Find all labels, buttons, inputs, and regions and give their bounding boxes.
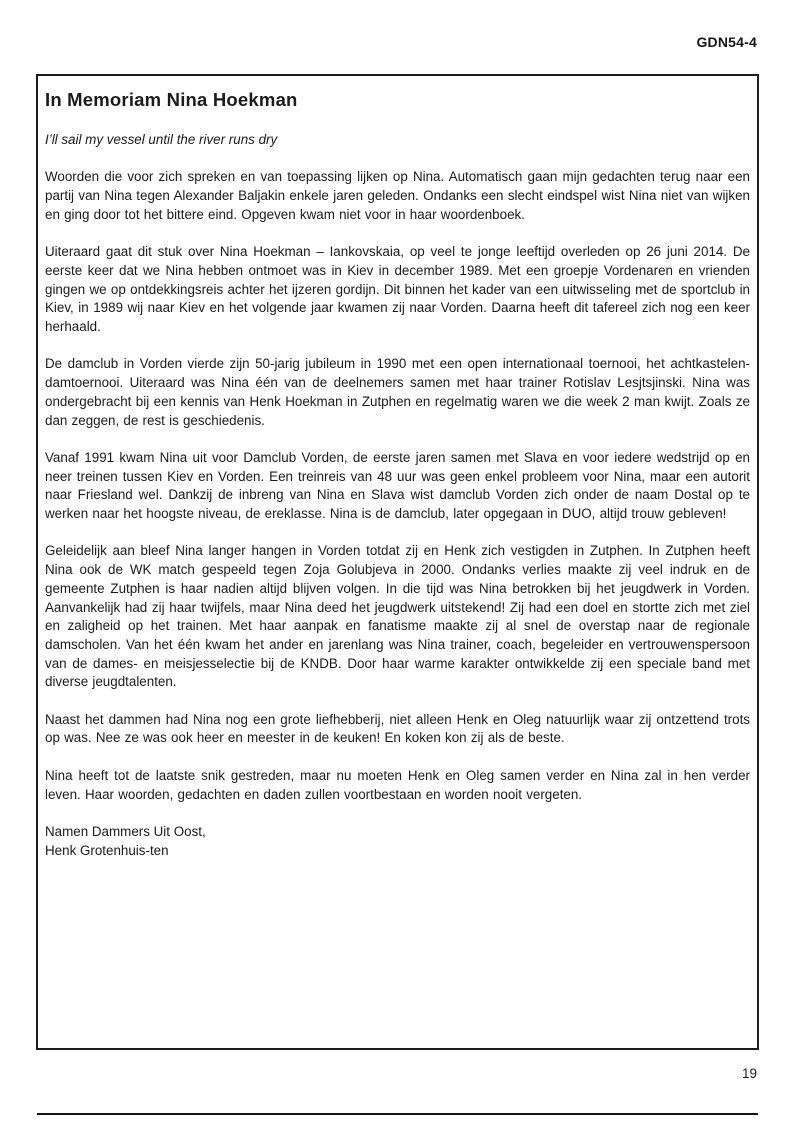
- page-number: 19: [741, 1066, 757, 1081]
- article-paragraph-4: Vanaf 1991 kwam Nina uit voor Damclub Vorden, de eerste jaren samen met Slava en voor iedere wedstrijd op en neer treinen tussen Kiev en Vorden. Een treinreis van 48 uur was geen enkel probleem voor Nina, maar een autorit naar Friesland wel. Dankzij de inbreng van Nina en Slava wist damclub Vorden zich onder de naam Dostal op te werken naar het hoogste niveau, de ereklasse. Nina is de damclub, later opgegaan in DUO, altijd trouw gebleven!: [45, 449, 750, 521]
- article-paragraph-7: Nina heeft tot de laatste snik gestreden, maar nu moeten Henk en Oleg samen verder en Nina zal in hen verder leven. Haar woorden, gedachten en daden zullen voortbestaan en worden nooit vergeten.: [45, 767, 750, 802]
- article-paragraph-6: Naast het dammen had Nina nog een grote liefhebberij, niet alleen Henk en Oleg natuurlijk waar zij ontzettend trots op was. Nee ze was ook heer en meester in de keuken! En koken kon zij als de beste.: [45, 711, 750, 746]
- document-code: GDN54-4: [696, 34, 757, 50]
- article-paragraph-1: Woorden die voor zich spreken en van toepassing lijken op Nina. Automatisch gaan mijn gedachten terug naar een partij van Nina tegen Alexander Baljakin enkele jaren geleden. Ondanks een slecht eindspel wist Nina niet van wijken en ging door tot het bittere eind. Opgeven kwam niet voor in haar woordenboek.: [45, 169, 750, 222]
- signature-line-2: Henk Grotenhuis-ten: [45, 842, 169, 858]
- memorial-article-box: [36, 74, 759, 1050]
- footer-divider-line: [37, 1113, 758, 1115]
- signature-line-1: Namen Dammers Uit Oost,: [45, 823, 206, 839]
- article-paragraph-3: De damclub in Vorden vierde zijn 50-jarig jubileum in 1990 met een open internationaal toernooi, het achtkastelen-damtoernooi. Uiteraard was Nina één van de deelnemers samen met haar trainer Rotislav Lesjtsjinski. Nina was ondergebracht bij een kennis van Henk Hoekman in Zutphen en regelmatig waren we die week 2 man kwijt. Zoals ze dan zeggen, de rest is geschiedenis.: [45, 356, 750, 428]
- signature-block: [45, 823, 750, 860]
- article-paragraph-5: Geleidelijk aan bleef Nina langer hangen in Vorden totdat zij en Henk zich vestigden in Zutphen. In Zutphen heeft Nina ook de WK match gespeeld tegen Zoja Golubjeva in 2000. Ondanks verlies maakte zij veel indruk en de gemeente Zutphen is haar nadien altijd blijven volgen. In die tijd was Nina betrokken bij het jeugdwerk in Vorden. Aanvankelijk had zij haar twijfels, maar Nina deed het jeugdwerk uitstekend! Zij had een doel en stortte zich met ziel en zaligheid op het trainen. Met haar aanpak en fanatisme maakte zij al snel de overstap naar de regionale damscholen. Van het één kwam het ander en jarenlang was Nina trainer, coach, begeleider en vertrouwenspersoon van de dames- en meisjesselectie bij de KNDB. Door haar warme karakter ontwikkelde zij een speciale band met diverse jeugdtalenten.: [45, 543, 750, 690]
- article-paragraph-2: Uiteraard gaat dit stuk over Nina Hoekman – Iankovskaia, op veel te jonge leeftijd overleden op 26 juni 2014. De eerste keer dat we Nina hebben ontmoet was in Kiev in december 1989. Met een groepje Vordenaren en vrienden gingen we op ontdekkingsreis achter het ijzeren gordijn. Dit binnen het kader van een uitwisseling met de sportclub in Kiev, in 1989 wij naar Kiev en het volgende jaar kwamen zij naar Vorden. Daarna heeft dit tafereel zich nog een keer herhaald.: [45, 244, 750, 334]
- article-title: In Memoriam Nina Hoekman: [45, 89, 298, 110]
- article-subtitle-quote: I’ll sail my vessel until the river runs dry: [45, 132, 278, 147]
